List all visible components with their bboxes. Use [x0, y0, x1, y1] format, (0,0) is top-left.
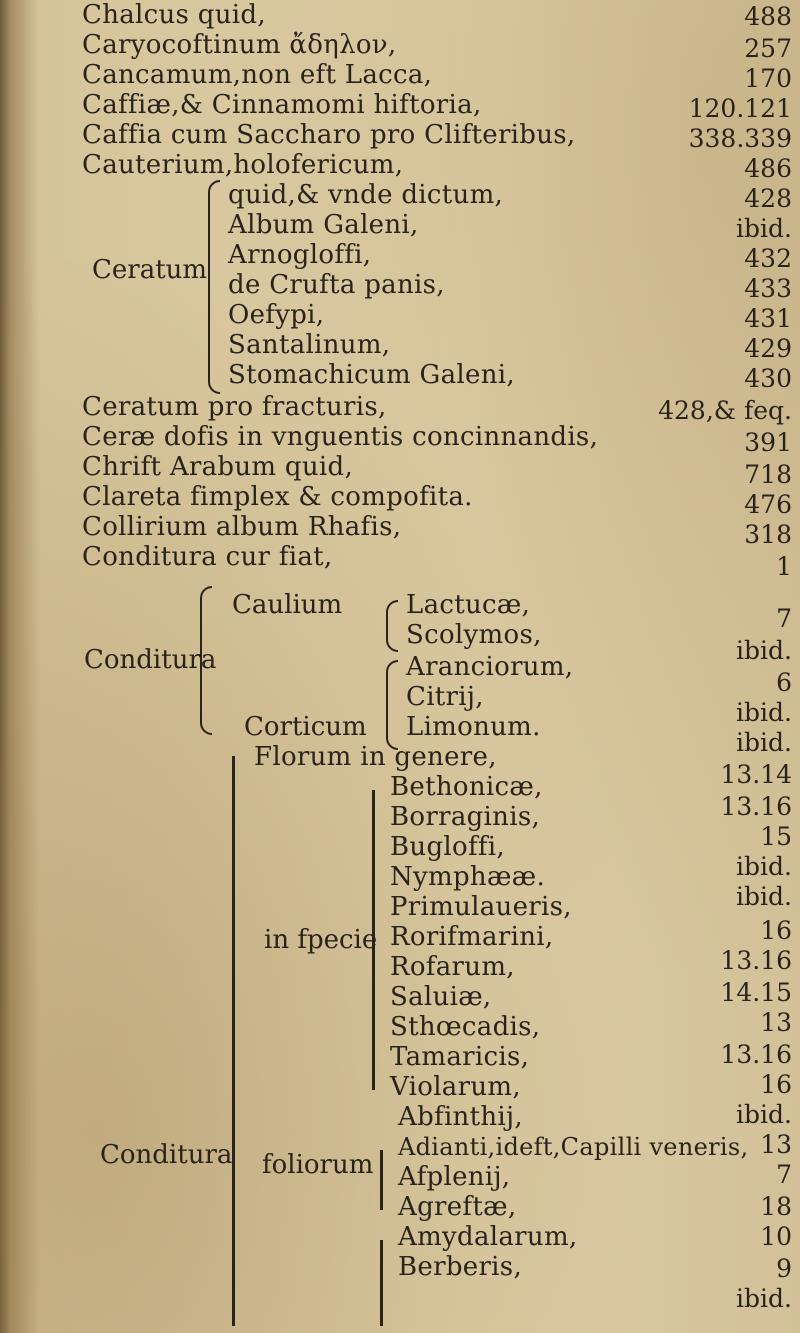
brace	[208, 180, 220, 394]
page-ref: 13.16	[720, 792, 792, 821]
entry-text: Chalcus quid,	[82, 0, 266, 30]
page-ref: 428,& feq.	[658, 396, 792, 425]
page-ref: 257	[744, 34, 792, 63]
page-ref: 14.15	[720, 978, 792, 1007]
page-ref: 430	[744, 364, 792, 393]
page-ref: ibid.	[736, 636, 792, 665]
entry-text: de Crufta panis,	[228, 270, 445, 300]
bracket-bar	[380, 1240, 383, 1326]
entry-text: Chrift Arabum quid,	[82, 452, 354, 482]
page-ref: 15	[760, 822, 792, 851]
entry-text: Stomachicum Galeni,	[228, 360, 515, 390]
entry-text: Borraginis,	[390, 802, 541, 832]
page-ref: 318	[744, 520, 792, 549]
entry-text: Caffiæ,& Cinnamomi hiftoria,	[82, 90, 482, 120]
page-ref: 338.339	[688, 124, 792, 153]
page-ref: 7	[776, 1160, 792, 1189]
entry-text: Primulaueris,	[390, 892, 572, 922]
entry-text: Album Galeni,	[228, 210, 419, 240]
entry-text: Saluiæ,	[390, 982, 492, 1012]
page-ref: ibid.	[736, 728, 792, 757]
entry-text: Caffia cum Saccharo pro Clifteribus,	[82, 120, 576, 150]
page-ref: ibid.	[736, 882, 792, 911]
page-ref: 7	[776, 604, 792, 633]
entry-text: Conditura cur fiat,	[82, 542, 333, 572]
entry-text: Arnogloffi,	[228, 240, 372, 270]
page-ref: ibid.	[736, 214, 792, 243]
entry-text: Bugloffi,	[390, 832, 505, 862]
brace	[386, 600, 398, 652]
entry-text: Lactucæ,	[406, 590, 531, 620]
sublabel-corticum: Corticum	[244, 712, 367, 742]
page-ref: 18	[760, 1192, 792, 1221]
page-ref: 13.16	[720, 1040, 792, 1069]
entry-text: quid,& vnde dictum,	[228, 180, 504, 210]
entry-text: Oefypi,	[228, 300, 325, 330]
entry-text: Sthœcadis,	[390, 1012, 541, 1042]
entry-text: Scolymos,	[406, 620, 542, 650]
page-ref: ibid.	[736, 1284, 792, 1313]
page-ref: 1	[776, 552, 792, 581]
page-ref: 718	[744, 460, 792, 489]
group-label-ceratum: Ceratum	[92, 255, 208, 285]
entry-text: Agreftæ,	[398, 1192, 517, 1222]
group-label-conditura: Conditura	[100, 1140, 233, 1170]
entry-text: Florum in genere,	[254, 742, 497, 772]
entry-text: Violarum,	[390, 1072, 521, 1102]
entry-text: Citrij,	[406, 682, 484, 712]
page-ref: 476	[744, 490, 792, 519]
entry-text: Tamaricis,	[390, 1042, 530, 1072]
entry-text: Bethonicæ,	[390, 772, 543, 802]
entry-text: Cauterium,holofericum,	[82, 150, 404, 180]
page-ref: 9	[776, 1254, 792, 1283]
page-ref: 486	[744, 154, 792, 183]
entry-text: Afplenij,	[398, 1162, 511, 1192]
brace	[386, 660, 398, 750]
entry-text: Ceratum pro fracturis,	[82, 392, 387, 422]
entry-text: Limonum.	[406, 712, 541, 742]
group-label-conditura: Conditura	[84, 645, 217, 675]
page-ref: 120.121	[688, 94, 792, 123]
page-ref: 431	[744, 304, 792, 333]
page-ref: 16	[760, 1070, 792, 1099]
page-ref: 13	[760, 1008, 792, 1037]
bracket-bar	[380, 1150, 383, 1210]
page-ref: 10	[760, 1222, 792, 1251]
entry-text: Cancamum,non eft Lacca,	[82, 60, 433, 90]
sublabel-foliorum: foliorum	[262, 1150, 374, 1180]
page-ref: 433	[744, 274, 792, 303]
page-ref: 429	[744, 334, 792, 363]
page-ref: 170	[744, 64, 792, 93]
entry-text: Rofarum,	[390, 952, 515, 982]
page-ref: 6	[776, 668, 792, 697]
page-ref: 16	[760, 916, 792, 945]
page-ref: 13.16	[720, 946, 792, 975]
page-ref: 432	[744, 244, 792, 273]
brace	[200, 586, 212, 735]
entry-text: Rorifmarini,	[390, 922, 554, 952]
entry-text: Aranciorum,	[406, 652, 574, 682]
entry-text: Santalinum,	[228, 330, 391, 360]
page-ref: ibid.	[736, 698, 792, 727]
entry-text: Caryocoftinum ἄδηλον,	[82, 30, 397, 60]
entry-text: Adianti,ideft,Capilli veneris,	[398, 1133, 749, 1161]
page-ref: 391	[744, 428, 792, 457]
page-ref: 488	[744, 2, 792, 31]
entry-text: Nymphææ.	[390, 862, 546, 892]
page-ref: ibid.	[736, 1100, 792, 1129]
entry-text: Collirium album Rhafis,	[82, 512, 402, 542]
bracket-bar	[232, 756, 235, 1326]
page-ref: 428	[744, 184, 792, 213]
page-ref: 13	[760, 1130, 792, 1159]
entry-text: Berberis,	[398, 1252, 523, 1282]
sublabel-caulium: Caulium	[232, 590, 343, 620]
entry-text: Amydalarum,	[398, 1222, 578, 1252]
page-ref: 13.14	[720, 760, 792, 789]
bracket-bar	[372, 790, 375, 1090]
entry-text: Ceræ dofis in vnguentis concinnandis,	[82, 422, 599, 452]
sublabel-in-specie: in fpecie	[264, 925, 378, 955]
page-ref: ibid.	[736, 852, 792, 881]
entry-text: Clareta fimplex & compofita.	[82, 482, 473, 512]
entry-text: Abfinthij,	[398, 1102, 523, 1132]
